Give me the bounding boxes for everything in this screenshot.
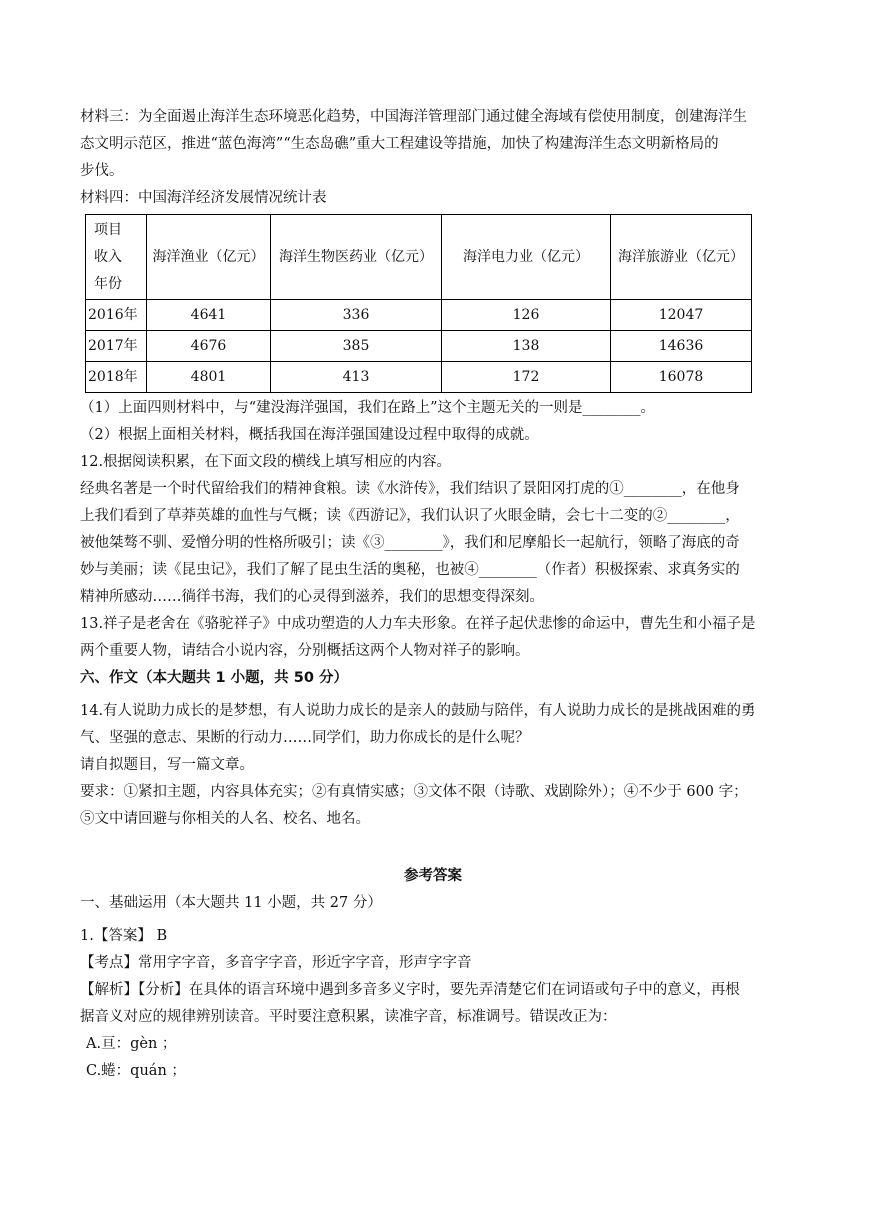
section-6-heading: 六、作文（本大题共 1 小题，共 50 分） <box>80 670 348 686</box>
table-cell: 336 <box>271 300 442 331</box>
question-12-line-3: 被他桀骜不驯、爱憎分明的性格所吸引；读《③________》，我们和尼摩船长一起航行，领略了海底的奇 <box>80 535 740 551</box>
answer-1: 1.【答案】 B <box>80 928 168 944</box>
table-corner-cell <box>86 215 147 300</box>
question-14-line-2: 气、坚强的意志、果断的行动力……同学们，助力你成长的是什么呢？ <box>80 730 530 746</box>
table-cell: 4676 <box>147 331 271 362</box>
question-13-line-2: 两个重要人物，请结合小说内容，分别概括这两个人物对祥子的影响。 <box>80 643 530 659</box>
table-cell: 16078 <box>611 362 752 393</box>
row-year: 2017年 <box>86 331 147 362</box>
table-cell: 4801 <box>147 362 271 393</box>
question-12-line-4: 妙与美丽；读《昆虫记》，我们了解了昆虫生活的奥秘，也被④________（作者）积极探索、求真务实的 <box>80 562 740 578</box>
question-12-line-5: 精神所感动……徜徉书海，我们的心灵得到滋养，我们的思想变得深刻。 <box>80 589 544 605</box>
corner-label-year: 年份 <box>94 275 122 292</box>
ocean-economy-table <box>85 214 752 393</box>
question-14-instruction: 请自拟题目，写一篇文章。 <box>80 757 254 773</box>
table-cell: 413 <box>271 362 442 393</box>
answer-1-analysis-2: 据音义对应的规律辨别读音。平时要注意积累，读准字音，标准调号。错误改正为： <box>80 1009 617 1025</box>
header-power: 海洋电力业（亿元） <box>442 215 611 300</box>
question-12-line-1: 经典名著是一个时代留给我们的精神食粮。读《水浒传》，我们结识了景阳冈打虎的①________，在他身 <box>80 481 740 497</box>
table-cell: 138 <box>442 331 611 362</box>
header-fishery: 海洋渔业（亿元） <box>147 215 271 300</box>
question-11-2: （2）根据上面相关材料，概括我国在海洋强国建设过程中取得的成就。 <box>80 427 539 443</box>
question-12-title: 12.根据阅读积累，在下面文段的横线上填写相应的内容。 <box>80 454 452 470</box>
question-14-requirement-1: 要求：①紧扣主题，内容具体充实；②有真情实感；③文体不限（诗歌、戏剧除外）；④不少于 600 字； <box>80 784 748 800</box>
table-row <box>86 362 752 393</box>
question-13-line-1: 13.祥子是老舍在《骆驼祥子》中成功塑造的人力车夫形象。在祥子起伏悲惨的命运中，曹先生和小福子是 <box>80 616 756 632</box>
answer-1-point: 【考点】常用字字音，多音字字音，形近字字音，形声字字音 <box>80 955 472 971</box>
section-1-heading: 一、基础运用（本大题共 11 小题，共 27 分） <box>80 895 382 911</box>
table-cell: 126 <box>442 300 611 331</box>
row-year: 2018年 <box>86 362 147 393</box>
table-header-row <box>86 215 752 300</box>
material-4-title: 材料四：中国海洋经济发展情况统计表 <box>80 190 327 206</box>
table-cell: 4641 <box>147 300 271 331</box>
document-page <box>80 104 786 1085</box>
material-3-line-2: 态文明示范区，推进“蓝色海湾”“生态岛礁”重大工程建设等措施，加快了构建海洋生态文明新格局的 <box>80 136 719 152</box>
question-14-requirement-2: ⑤文中请回避与你相关的人名、校名、地名。 <box>80 811 370 827</box>
question-11-1: （1）上面四则材料中，与“建没海洋强国，我们在路上”这个主题无关的一则是________。 <box>80 400 656 416</box>
answer-1-analysis-1: 【解析】【分析】在具体的语言环境中遇到多音多义字时，要先弄清楚它们在词语或句子中的意义，再根 <box>80 982 740 998</box>
material-3-line-3: 步伐。 <box>80 163 124 179</box>
corner-label-item: 项目 <box>94 221 122 238</box>
table-row <box>86 300 752 331</box>
answer-1-fix-a: A.亘：gèn ； <box>86 1036 177 1052</box>
header-biomedicine: 海洋生物医药业（亿元） <box>271 215 442 300</box>
row-year: 2016年 <box>86 300 147 331</box>
header-tourism: 海洋旅游业（亿元） <box>611 215 752 300</box>
answers-title: 参考答案 <box>404 868 462 884</box>
table-cell: 12047 <box>611 300 752 331</box>
material-3-line-1: 材料三：为全面遏止海洋生态环境恶化趋势，中国海洋管理部门通过健全海域有偿使用制度，创建海洋生 <box>80 109 747 125</box>
answer-1-fix-c: C.蜷：quán ； <box>86 1063 186 1079</box>
question-12-line-2: 上我们看到了草莽英雄的血性与气概；读《西游记》，我们认识了火眼金睛，会七十二变的②________， <box>80 508 740 524</box>
table-cell: 14636 <box>611 331 752 362</box>
table-cell: 385 <box>271 331 442 362</box>
table-row <box>86 331 752 362</box>
corner-label-income: 收入 <box>94 248 122 265</box>
table-cell: 172 <box>442 362 611 393</box>
question-14-line-1: 14.有人说助力成长的是梦想，有人说助力成长的是亲人的鼓励与陪伴，有人说助力成长的是挑战困难的勇 <box>80 703 756 719</box>
